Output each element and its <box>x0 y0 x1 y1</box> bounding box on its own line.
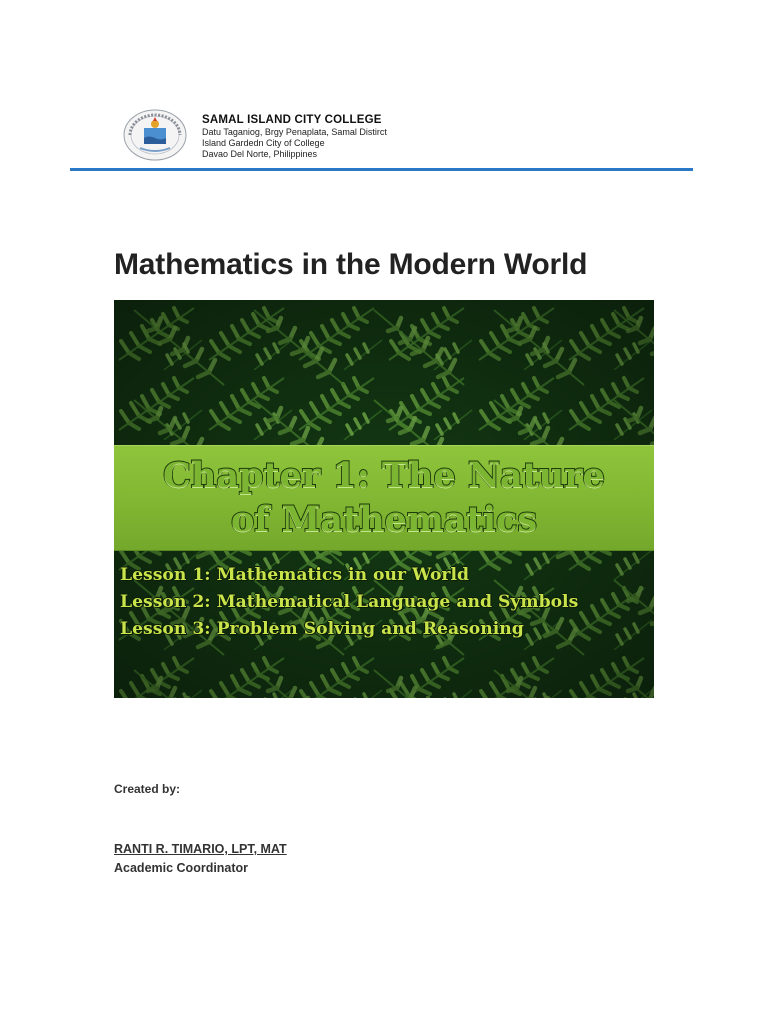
lesson-item: Lesson 2: Mathematical Language and Symbols <box>120 592 579 612</box>
college-seal-icon <box>122 108 188 162</box>
address-line: Island Gardedn City of College <box>202 138 325 148</box>
author-role: Academic Coordinator <box>114 861 249 875</box>
document-title: Mathematics in the Modern World <box>114 248 588 281</box>
lesson-item: Lesson 3: Problem Solving and Reasoning <box>120 619 524 639</box>
college-info <box>202 114 387 160</box>
chapter-title-line: of Mathematics <box>230 499 538 540</box>
address-line: Datu Taganiog, Brgy Penaplata, Samal Distirct <box>202 127 387 137</box>
lesson-list <box>120 562 654 643</box>
college-name: SAMAL ISLAND CITY COLLEGE <box>202 114 382 126</box>
lesson-item: Lesson 1: Mathematics in our World <box>120 565 470 585</box>
author-name: RANTI R. TIMARIO, LPT, MAT <box>114 842 287 856</box>
chapter-banner <box>114 445 654 551</box>
chapter-title-line: Chapter 1: The Nature <box>163 455 605 496</box>
header-divider <box>70 168 693 171</box>
document-header <box>122 108 702 164</box>
created-by-label: Created by: <box>114 782 181 796</box>
address-line: Davao Del Norte, Philippines <box>202 149 318 159</box>
cover-image <box>114 300 654 698</box>
